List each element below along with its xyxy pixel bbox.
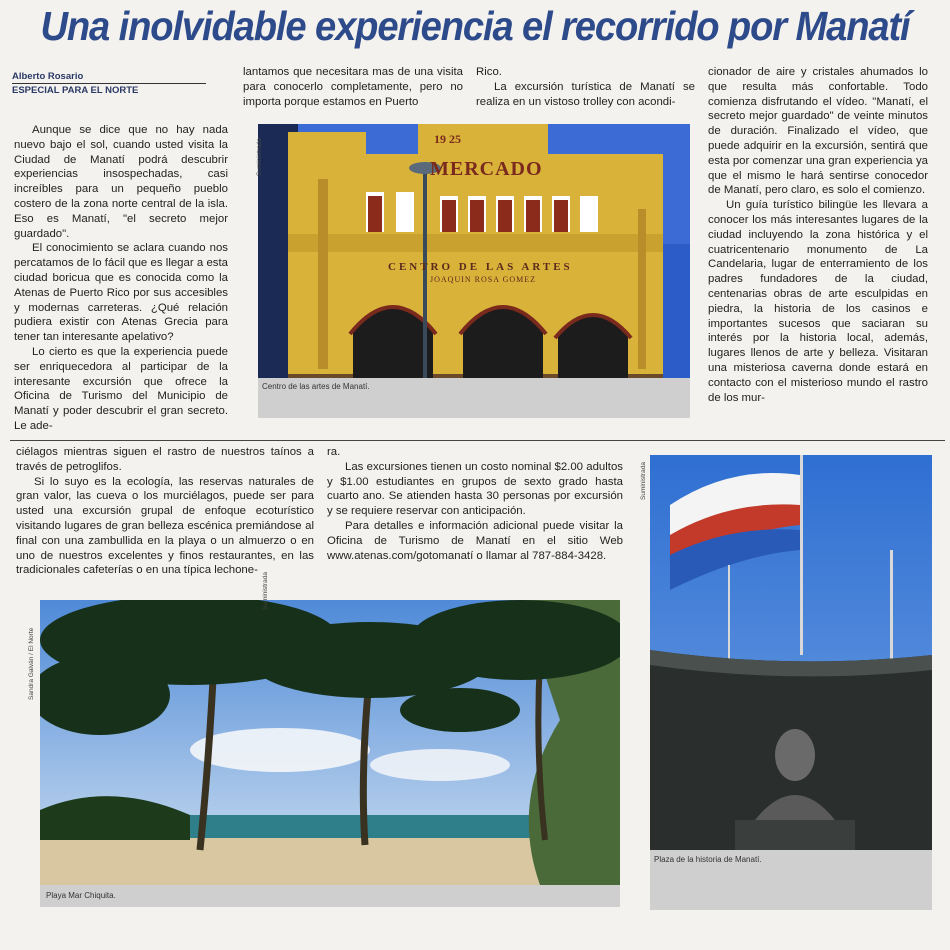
mercado-caption: Centro de las artes de Manatí. xyxy=(262,382,370,391)
paragraph: El conocimiento se aclara cuando nos percatamos de lo fácil que es llegar a esta ciudad boricua que es conocida como la Atenas de Puerto Rico por sus accesibles y modernas carreteras. ¿Qué relación pudiera existir con Atenas Grecia para tener tan interesante apelativo? xyxy=(14,242,228,344)
paragraph: lantamos que necesitara mas de una visita para conocerlo completamente, pero no importa porque estamos en Puerto xyxy=(243,66,463,108)
section-divider xyxy=(10,440,945,441)
paragraph: ra. xyxy=(327,446,341,458)
mercado-sign-artes: CENTRO DE LAS ARTES xyxy=(388,261,573,273)
paragraph: Las excursiones tienen un costo nominal $2.00 adultos y $1.00 estudiantes en grupos de sexto grado hasta cuarto ano. Se atienden hasta 30 personas por excursión y se requiere reservar con anticipación. xyxy=(327,460,623,518)
playa-photo-credit-top: Suministrada xyxy=(262,572,269,610)
plaza-photo-credit: Suministrada xyxy=(640,462,647,500)
article-column-3-top xyxy=(476,65,695,109)
article-column-2-top xyxy=(243,65,463,109)
article-column-4 xyxy=(708,65,928,405)
plaza-photo xyxy=(650,455,932,850)
paragraph: Para detalles e información adicional puede visitar la Oficina de Turismo de Manatí en el sitio Web www.atenas.com/gotomanatí o llamar al 787-884-3428. xyxy=(327,519,623,562)
playa-photo xyxy=(40,600,620,885)
mercado-sign-sub: JOAQUIN ROSA GOMEZ xyxy=(430,275,537,284)
mercado-sign-year: 19 25 xyxy=(434,132,461,146)
article-column-1 xyxy=(14,123,228,434)
playa-caption-bar xyxy=(40,885,620,907)
mercado-photo-credit: Suministrada xyxy=(256,138,263,176)
paragraph: Un guía turístico bilingüe les llevara a conocer los más interesantes lugares de la ciudad incluyendo la zona histórica y el cuatricentenario monumento de La Candelaria, lugar de enterramiento de los padres fundadores de la ciudad, centenarias obras de arte esculpidas en piedra, la historia de los casinos e importantes sucesos que saciaran su interés por la historia local, además, lugares llenos de arte y belleza. Visitaran una misteriosa caverna donde estará en contacto con el misterioso mundo el rastro de los mur- xyxy=(708,199,928,404)
mercado-sign: MERCADO xyxy=(430,158,543,180)
playa-photo-credit: Sandra Galván / El Norte xyxy=(28,627,35,700)
paragraph: La excursión turística de Manatí se realiza en un vistoso trolley con acondi- xyxy=(476,80,695,108)
byline xyxy=(12,71,206,96)
playa-illustration xyxy=(40,600,620,885)
paragraph: Aunque se dice que no hay nada nuevo bajo el sol, cuando usted visita la Ciudad de Manatí podrá descubrir experiencias insospechadas, casi increíbles para un pequeño pueblo costero de la zona norte central de la isla. Eso es Manatí, "el secreto mejor guardado". xyxy=(14,124,228,240)
plaza-caption: Plaza de la historia de Manatí. xyxy=(654,855,762,864)
playa-caption: Playa Mar Chiquita. xyxy=(46,891,116,900)
author-role: ESPECIAL PARA EL NORTE xyxy=(12,85,139,96)
plaza-illustration xyxy=(650,455,932,850)
byline-rule xyxy=(12,83,206,84)
author-name: Alberto Rosario xyxy=(12,71,84,82)
paragraph: Si lo suyo es la ecología, las reservas naturales de gran valor, las cueva o los murciélagos, puede ser para usted una excursión grupal de enfoque ecoturístico visitando lugares de gran belleza escénica premiándose al final con una zambullida en la playa o un almuerzo o en uno de nuestros excelentes y finos restaurantes, en las tradicionales cafeterías o en una típica lechone- xyxy=(16,475,314,577)
headline: Una inolvidable experiencia el recorrido por Manatí xyxy=(40,3,910,49)
lower-column-1 xyxy=(16,445,314,578)
paragraph: Lo cierto es que la experiencia puede ser enriquecedora al participar de la interesante excursión que ofrece la Oficina de Turismo del Municipio de Manatí y poder descubrir el gran secreto. Le ade- xyxy=(14,345,228,432)
paragraph: cionador de aire y cristales ahumados lo que resulta más confortable. Todo comienza disfrutando el vídeo. "Manatí, el secreto mejor guardado" de veinte minutos de duración. Finalizado el vídeo, que puede adquirir en la excursión, sentirá que esta por comenzar una gran experiencia ya que el mismo le hará sentirse conocedor de Manatí, pero claro, es solo el comienzo. xyxy=(708,66,928,197)
lower-column-2 xyxy=(327,445,623,563)
paragraph: Rico. xyxy=(476,66,502,78)
paragraph: ciélagos mientras siguen el rastro de nuestros taínos a través de petroglifos. xyxy=(16,446,314,473)
mercado-photo xyxy=(258,124,690,396)
